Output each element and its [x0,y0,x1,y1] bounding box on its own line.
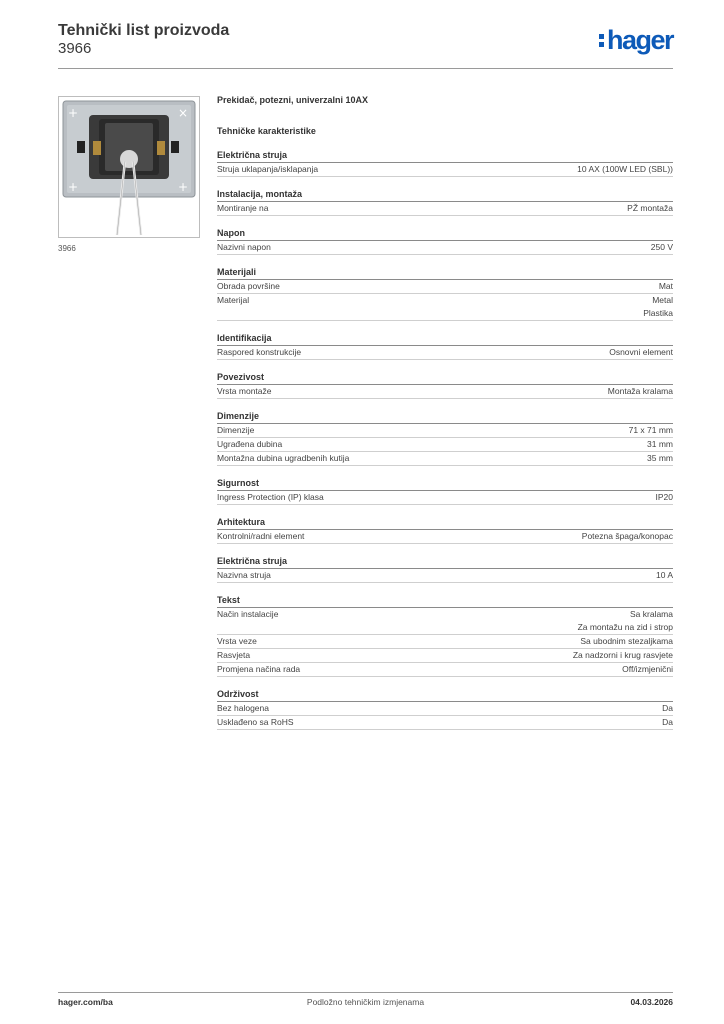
spec-row [217,280,673,294]
spec-label: Ingress Protection (IP) klasa [217,492,324,502]
spec-label: Nazivna struja [217,570,271,580]
spec-section [217,148,673,177]
spec-value: 10 A [655,570,673,580]
spec-value: 35 mm [647,453,673,463]
section-title: Arhitektura [217,515,673,530]
spec-row [217,294,673,321]
section-title: Materijali [217,265,673,280]
section-title: Sigurnost [217,476,673,491]
footer-note: Podložno tehničkim izmjenama [306,997,425,1007]
spec-row [217,635,673,649]
spec-label: Materijal [217,295,250,305]
spec-sections [217,148,673,730]
spec-row [217,385,673,399]
spec-label: Struja uklapanja/isklapanja [217,164,319,174]
section-title: Održivost [217,687,673,702]
section-title: Električna struja [217,148,673,163]
section-title: Električna struja [217,554,673,569]
spec-row [217,716,673,730]
logo-wordmark: hager [606,24,673,55]
pull-switch-illustration-icon [59,97,199,237]
spec-label: Način instalacije [217,609,279,619]
spec-value: 10 AX (100W LED (SBL)) [577,164,673,174]
spec-section [217,265,673,321]
spec-row [217,663,673,677]
spec-row [217,649,673,663]
logo-mark-icon [599,34,604,47]
tech-characteristics-heading: Tehničke karakteristike [217,126,316,136]
spec-label: Bez halogena [217,703,269,713]
spec-section [217,515,673,544]
spec-section [217,331,673,360]
spec-row [217,424,673,438]
spec-row [217,163,673,177]
spec-value: Sa kralama Za montažu na zid i strop [577,609,673,632]
spec-value: Da [662,703,673,713]
specifications [217,90,673,730]
spec-section [217,187,673,216]
svg-text:+: + [177,180,189,194]
header-divider [58,68,673,69]
spec-row [217,438,673,452]
product-code: 3966 [58,40,92,57]
product-image [58,96,200,238]
spec-section [217,226,673,255]
spec-label: Kontrolni/radni element [217,531,305,541]
spec-label: Promjena načina rada [217,664,301,674]
spec-row [217,452,673,466]
spec-section [217,409,673,466]
spec-value: Mat [658,281,673,291]
page-header [58,20,673,68]
spec-label: Nazivni napon [217,242,271,252]
spec-label: Montiranje na [217,203,269,213]
section-title: Identifikacija [217,331,673,346]
spec-value: Sa ubodnim stezaljkama [580,636,673,646]
product-name: Prekidač, potezni, univerzalni 10AX [217,95,369,105]
section-title: Tekst [217,593,673,608]
spec-label: Dimenzije [217,425,255,435]
spec-label: Vrsta veze [217,636,257,646]
spec-section [217,593,673,677]
spec-section [217,687,673,730]
svg-text:+: + [67,106,79,120]
spec-row [217,608,673,635]
svg-text:+: + [67,180,79,194]
spec-label: Usklađeno sa RoHS [217,717,294,727]
spec-value: IP20 [655,492,673,502]
spec-row [217,491,673,505]
spec-value: Za nadzorni i krug rasvjete [572,650,673,660]
section-title: Instalacija, montaža [217,187,673,202]
spec-value: Osnovni element [609,347,673,357]
spec-value: 71 x 71 mm [628,425,673,435]
section-title: Dimenzije [217,409,673,424]
page-title: Tehnički list proizvoda [58,22,230,39]
spec-value: PŽ montaža [627,203,673,213]
spec-row [217,702,673,716]
spec-value: Metal Plastika [643,295,673,318]
spec-row [217,241,673,255]
spec-value: Potezna špaga/konopac [581,531,673,541]
hager-logo [599,26,673,54]
spec-row [217,569,673,583]
svg-text:×: × [177,106,189,120]
section-title: Napon [217,226,673,241]
spec-row [217,530,673,544]
spec-value: 31 mm [647,439,673,449]
spec-label: Vrsta montaže [217,386,272,396]
spec-value: Off/izmjenični [622,664,673,674]
footer-divider [58,992,673,993]
spec-label: Raspored konstrukcije [217,347,302,357]
spec-value: 250 V [650,242,673,252]
spec-section [217,476,673,505]
spec-label: Rasvjeta [217,650,251,660]
footer-date: 04.03.2026 [630,997,673,1007]
spec-value: Montaža kralama [607,386,673,396]
section-title: Povezivost [217,370,673,385]
spec-section [217,554,673,583]
spec-row [217,202,673,216]
spec-label: Montažna dubina ugradbenih kutija [217,453,350,463]
spec-section [217,370,673,399]
spec-label: Obrada površine [217,281,280,291]
image-caption: 3966 [58,244,76,253]
spec-label: Ugrađena dubina [217,439,283,449]
spec-value: Da [662,717,673,727]
spec-row [217,346,673,360]
footer-website: hager.com/ba [58,997,113,1007]
